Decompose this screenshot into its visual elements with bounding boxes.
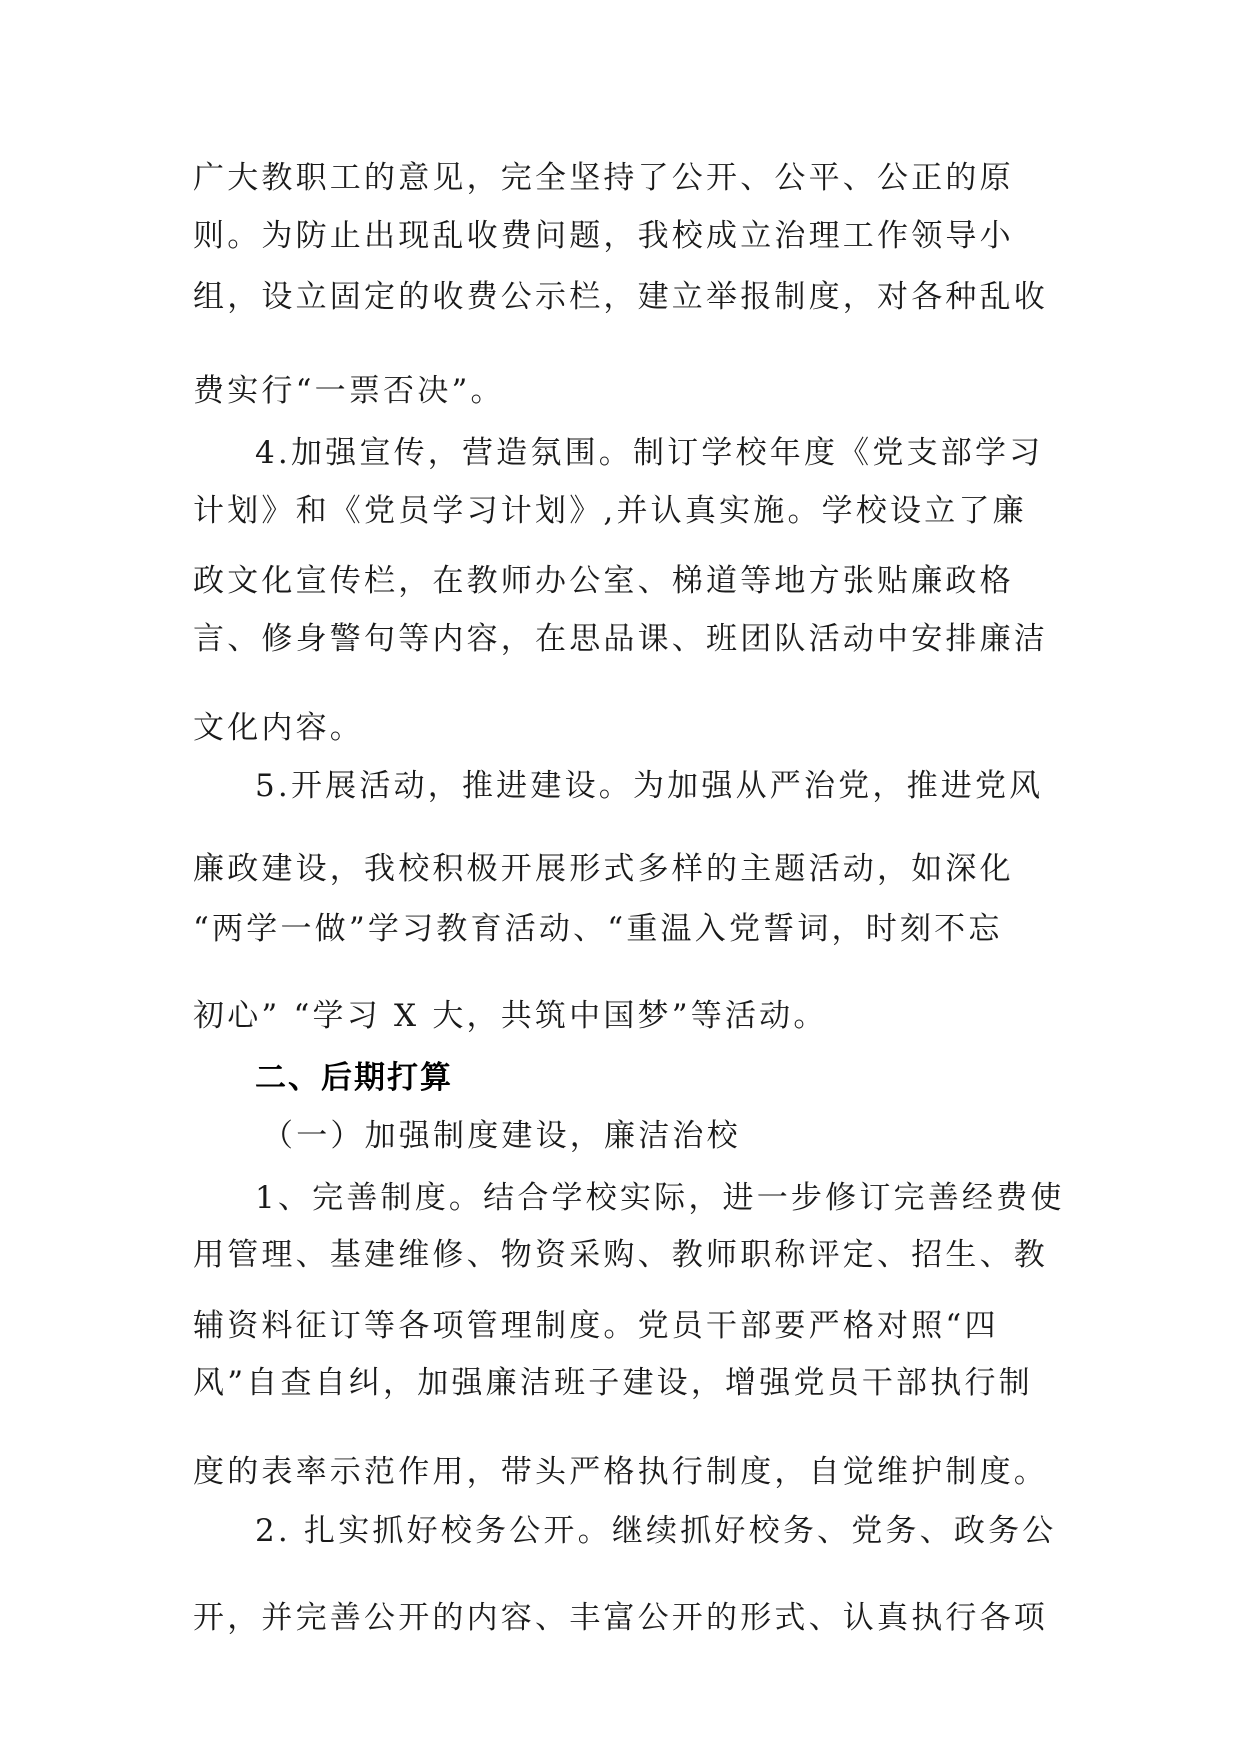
text-line: 言、修身警句等内容，在思品课、班团队活动中安排廉洁 bbox=[193, 621, 1048, 657]
text-line: 费实行“一票否决”。 bbox=[193, 373, 505, 409]
text-line: 辅资料征订等各项管理制度。党员干部要严格对照“四 bbox=[193, 1308, 999, 1344]
text-line: 组，设立固定的收费公示栏，建立举报制度，对各种乱收 bbox=[193, 279, 1048, 315]
paragraph-start: 5.开展活动，推进建设。为加强从严治党，推进党风 bbox=[255, 768, 1044, 804]
text-line: 廉政建设，我校积极开展形式多样的主题活动，如深化 bbox=[193, 851, 1014, 887]
section-heading: 二、后期打算 bbox=[255, 1060, 453, 1096]
paragraph-start: 4.加强宣传，营造氛围。制订学校年度《党支部学习 bbox=[255, 435, 1044, 471]
text-line: 广大教职工的意见，完全坚持了公开、公平、公正的原 bbox=[193, 160, 1014, 196]
text-line: 度的表率示范作用，带头严格执行制度，自觉维护制度。 bbox=[193, 1454, 1048, 1490]
paragraph-start: 1、完善制度。结合学校实际，进一步修订完善经费使 bbox=[255, 1180, 1065, 1216]
paragraph-start: 2. 扎实抓好校务公开。继续抓好校务、党务、政务公 bbox=[255, 1513, 1057, 1549]
text-line: 开，并完善公开的内容、丰富公开的形式、认真执行各项 bbox=[193, 1600, 1048, 1636]
text-line: 政文化宣传栏，在教师办公室、梯道等地方张贴廉政格 bbox=[193, 563, 1014, 599]
text-line: “两学一做”学习教育活动、“重温入党誓词，时刻不忘 bbox=[193, 911, 1003, 947]
text-line: 则。为防止出现乱收费问题，我校成立治理工作领导小 bbox=[193, 218, 1014, 254]
text-line: 风”自查自纠，加强廉洁班子建设，增强党员干部执行制 bbox=[193, 1365, 1033, 1401]
text-line: 计划》和《党员学习计划》,并认真实施。学校设立了廉 bbox=[193, 493, 1027, 529]
subsection-heading: （一）加强制度建设，廉洁治校 bbox=[262, 1118, 741, 1154]
text-line: 初心” “学习 X 大，共筑中国梦”等活动。 bbox=[193, 998, 828, 1034]
text-line: 文化内容。 bbox=[193, 710, 364, 746]
text-line: 用管理、基建维修、物资采购、教师职称评定、招生、教 bbox=[193, 1237, 1048, 1273]
